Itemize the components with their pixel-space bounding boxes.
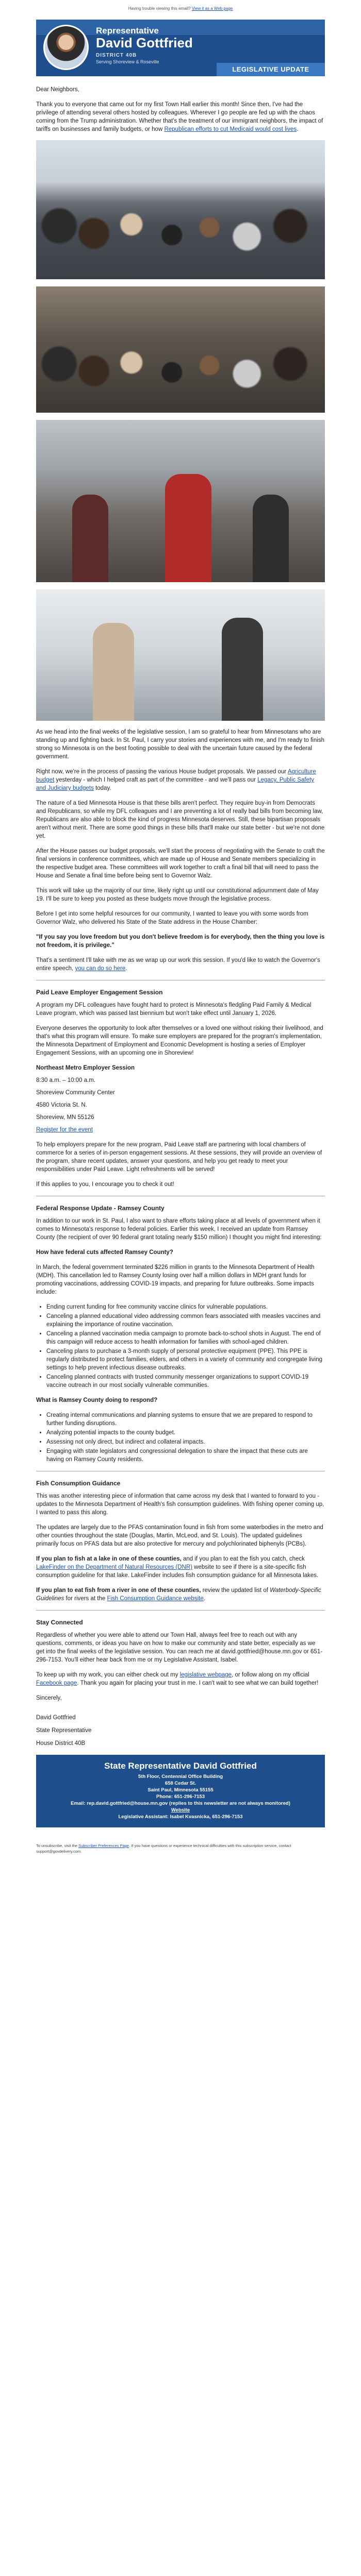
closing: Sincerely, xyxy=(36,1695,62,1701)
top-notice-text: Having trouble viewing this email? xyxy=(128,6,192,11)
footer-la: Legislative Assistant: Isabel Kvasnicka, 651-296-7153 xyxy=(118,1814,243,1820)
connected-text-a: To keep up with my work, you can either check out my xyxy=(36,1672,180,1678)
footer-line-1: 5th Floor, Centennial Office Building xyxy=(138,1774,223,1780)
tied-house-paragraph: The nature of a tied Minnesota House is that these bills aren't perfect. They require buy-in from Democrats and Republicans, so while my DFL colleagues and I are preventing a lot of really bad bills from becoming law, Republicans are also able to block the kind of progress Minnesota deserves. Still, these bipartisan proposals aren't without merit. There are some good things in these bills that'll make our state better - but we're not done yet. xyxy=(36,800,325,839)
greeting: Dear Neighbors, xyxy=(36,87,79,93)
walz-quote: "If you say you love freedom but you don't believe freedom is for everybody, then the thing you love is not freedom, it is privilege." xyxy=(36,934,325,948)
fish-p2: The updates are largely due to the PFAS contamination found in fish from some waterbodies in the metro and other counties throughout the state (Douglas, Martin, McLeod, and St. Louis). The updated guidelines primarily focus on PFAS data but are also protective for mercury and polychlorinated biphenyls (PCBs). xyxy=(36,1524,323,1547)
fish-river-bold: If you plan to eat fish from a river in one of these counties, xyxy=(36,1587,201,1594)
fish-river-text-b: for rivers at the xyxy=(64,1596,107,1602)
footer-line-3: Saint Paul, Minnesota 55155 xyxy=(147,1787,214,1793)
signature xyxy=(36,1694,325,1748)
timeline-paragraph: This work will take up the majority of our time, likely right up until our constitutional adjournment date of May 19. I'll be sure to keep you posted as these budgets move through the legislative process. xyxy=(36,888,319,902)
intro-text: Thank you to everyone that came out for my first Town Hall earlier this month! Since then, I've had the privilege of attending several others hosted by colleagues. Wherever I go people are fed up with the chaos coming from the Trump administration. Whether that's the treatment of our immigrant neighbors, the impact of tariffs on businesses and family budgets, or how xyxy=(36,101,323,132)
fish-river-text: review the updated list of xyxy=(201,1587,270,1594)
budget-text-a: Right now, we're in the process of passing the various House budget proposals. We passed our xyxy=(36,769,288,775)
medicaid-link[interactable]: Republican efforts to cut Medicaid would cost lives xyxy=(164,126,297,132)
connected-heading: Stay Connected xyxy=(36,1619,83,1626)
fish-p1: This was another interesting piece of information that came across my desk that I wanted to forward to you - updates to the Minnesota Department of Health's fish consumption guidelines. With fishing opener coming up, I wanted to pass this along. xyxy=(36,1493,324,1516)
legislative-update-ribbon: LEGISLATIVE UPDATE xyxy=(217,63,325,76)
audience-heads xyxy=(36,203,325,280)
town-hall-photo-3 xyxy=(36,420,325,582)
top-notice xyxy=(0,0,361,20)
federal-q1: How have federal cuts affected Ramsey County? xyxy=(36,1249,173,1256)
person-figure xyxy=(165,474,211,582)
footer-line-2: 658 Cedar St. xyxy=(165,1781,196,1786)
fish-p3 xyxy=(36,1555,325,1580)
person-figure xyxy=(253,495,289,582)
budget-text-c: today. xyxy=(93,785,111,791)
legal-notice xyxy=(36,1843,325,1854)
sig-name: David Gottfried xyxy=(36,1715,76,1721)
list-item: • Assessing not only direct, but indirect and collateral impacts. xyxy=(46,1438,325,1446)
legal-text: To unsubscribe, visit the xyxy=(36,1843,79,1848)
session-paragraph: As we head into the final weeks of the legislative session, I am so grateful to hear from Minnesotans who are standing up and fighting back. In St. Paul, I carry your stories and experiences with me, and I'm ready to finish strong so Minnesota is on the best footing possible to deal with the uncertain future caused by the federal government. xyxy=(36,729,324,760)
event-title: Northeast Metro Employer Session xyxy=(36,1065,135,1071)
list-item: • Canceling a planned vaccination media campaign to promote back-to-school shots in August. The end of this campaign will reduce access to health information for families with school-aged children. xyxy=(46,1330,325,1346)
intro-end: . xyxy=(297,126,299,132)
federal-p2: In March, the federal government terminated $226 million in grants to the Minnesota Department of Health (MDH). This cancellation led to Ramsey County losing over half a million dollars in MDH grant funds for promoting vaccinations, addressing COVID-19 impacts, and preparing for future outbreaks. Some impacts include: xyxy=(36,1264,315,1295)
impacts-list xyxy=(46,1303,325,1389)
footer-website-link[interactable]: Website xyxy=(171,1807,190,1813)
event-address-2: Shoreview, MN 55126 xyxy=(36,1114,94,1121)
paid-leave-p4: If this applies to you, I encourage you to check it out! xyxy=(36,1181,174,1188)
representative-photo xyxy=(43,25,89,70)
audience-heads xyxy=(36,343,325,413)
event-venue: Shoreview Community Center xyxy=(36,1090,115,1096)
list-item: • Ending current funding for free community vaccine clinics for vulnerable populations. xyxy=(46,1303,325,1311)
list-item: • Analyzing potential impacts to the county budget. xyxy=(46,1429,325,1437)
fish-lake-bold: If you plan to fish at a lake in one of these counties, xyxy=(36,1556,182,1562)
fish-lake-text: and if you plan to eat the fish you catch, check xyxy=(181,1556,305,1562)
facebook-link[interactable]: Facebook page xyxy=(36,1680,77,1686)
federal-heading: Federal Response Update - Ramsey County xyxy=(36,1205,165,1212)
paid-leave-p3: To help employers prepare for the new program, Paid Leave staff are partnering with local chambers of commerce for a series of in-person engagement sessions. At these sessions, they will provide an overview of the program, share recent updates, answer your questions, and help you get ready to meet your responsibilities under Paid Leave. Light refreshments will be served! xyxy=(36,1142,322,1173)
list-item: • Engaging with state legislators and congressional delegation to share the impact that these cuts are having on Ramsey County residents. xyxy=(46,1447,325,1464)
conference-paragraph: After the House passes our budget proposals, we'll start the process of negotiating with the Senate to craft the final versions in conference committees, which are made up of House and Senate members specializing in the respective budget area. These committees will work together to craft a final bill that will need to pass the House and Senate a final time before being sent to Governor Walz. xyxy=(36,848,325,879)
newsletter-content xyxy=(36,76,325,1748)
event-time: 8:30 a.m. – 10:00 a.m. xyxy=(36,1077,96,1083)
paid-leave-p2: Everyone deserves the opportunity to look after themselves or a loved one without risking their livelihood, and that's what this program will ensure. To make sure employers are prepared for the program's implementation, the Minnesota Department of Employment and Economic Development is hosting a series of Employer Engagement Sessions, with an upcoming one in Shoreview! xyxy=(36,1025,323,1056)
legal-text-2: . If you have questions or experience technical difficulties with this subscription service, contact support@govdelivery.com. xyxy=(36,1843,291,1854)
sig-title: State Representative xyxy=(36,1727,92,1734)
list-item: • Creating internal communications and planning systems to ensure that we are prepared to respond to further funding disruptions. xyxy=(46,1411,325,1428)
email-body xyxy=(36,20,325,1854)
banner-serving: Serving Shoreview & Roseville xyxy=(96,59,159,64)
header-banner xyxy=(36,20,325,76)
intro-paragraph xyxy=(36,100,325,133)
budget-paragraph xyxy=(36,768,325,792)
connected-p1: Regardless of whether you were able to attend our Town Hall, always feel free to reach out with any questions, comments, or ideas you have on how to make our community and state better, especially as we get into the final weeks of the legislative session. You can reach me at david.gottfried@house.mn.gov or 651-296-7153. You'll either hear back from me or my Legislative Assistant, Isabel. xyxy=(36,1632,323,1663)
responses-list xyxy=(46,1411,325,1464)
divider xyxy=(36,1610,325,1611)
budget-text-b: yesterday - which I helped craft as part of the committee - and we'll pass our xyxy=(54,777,258,783)
fish-guidance-link[interactable]: Fish Consumption Guidance website xyxy=(107,1596,204,1602)
banner-rep-label: Representative xyxy=(96,26,159,36)
sig-district: House District 40B xyxy=(36,1740,86,1747)
footer-contact xyxy=(36,1755,325,1827)
legislative-webpage-link[interactable]: legislative webpage xyxy=(179,1672,232,1678)
speech-text: That's a sentiment I'll take with me as we wrap up our work this session. If you'd like to watch the Governor's entire speech, xyxy=(36,957,320,972)
subscriber-preferences-link[interactable]: Subscriber Preferences Page xyxy=(78,1843,129,1848)
list-item: • Canceling a planned educational video addressing common fears associated with measles vaccines and explaining the importance of routine vaccination. xyxy=(46,1312,325,1329)
speech-link[interactable]: you can do so here xyxy=(75,965,126,972)
paid-leave-heading: Paid Leave Employer Engagement Session xyxy=(36,989,163,996)
legacy-budgets-link[interactable]: Legacy, Public Safety and Judiciary budgets xyxy=(36,777,314,791)
paid-leave-p1: A program my DFL colleagues have fought hard to protect is Minnesota's fledgling Paid Family & Medical Leave program, which was passed last biennium but won't take effect until January 1, 2026. xyxy=(36,1002,311,1016)
banner-district: DISTRICT 40B xyxy=(96,53,137,58)
fish-river-em: Waterbody-Specific Guidelines xyxy=(36,1587,321,1602)
list-item: • Canceling planned contracts with trusted community messenger organizations to support COVID-19 vaccine outreach in our most socially vulnerable communities. xyxy=(46,1373,325,1389)
fish-river-end: . xyxy=(203,1596,205,1602)
list-item: • Canceling plans to purchase a 3-month supply of personal protective equipment (PPE). This PPE is regularly distributed to protect families, elders, and others in a variety of community and congregate living settings to help prevent infectious disease outbreaks. xyxy=(46,1347,325,1372)
town-hall-photo-1 xyxy=(36,140,325,279)
view-as-webpage-link[interactable]: View it as a Web page xyxy=(191,6,233,11)
person-figure xyxy=(222,618,263,721)
town-hall-photo-2 xyxy=(36,286,325,413)
footer-phone: Phone: 651-296-7153 xyxy=(156,1794,205,1800)
speech-paragraph xyxy=(36,956,325,973)
connected-text-b: , or follow along on my official xyxy=(232,1672,309,1678)
banner-name: David Gottfried xyxy=(96,35,193,50)
footer-email: Email: rep.david.gottfried@house.mn.gov (replies to this newsletter are not always monitored) xyxy=(71,1801,290,1806)
register-link[interactable]: Register for the event xyxy=(36,1127,93,1133)
connected-text-c: . Thank you again for placing your trust in me. I can't wait to see what we can build together! xyxy=(77,1680,319,1686)
agriculture-budget-link[interactable]: Agriculture budget xyxy=(36,769,316,783)
person-figure xyxy=(93,623,134,721)
walz-intro-paragraph: Before I get into some helpful resources for our community, I wanted to leave you with some words from Governor Walz, who delivered his State of the State address in the House Chamber: xyxy=(36,911,308,925)
fish-heading: Fish Consumption Guidance xyxy=(36,1480,121,1487)
speech-end: . xyxy=(125,965,127,972)
event-address-1: 4580 Victoria St. N. xyxy=(36,1102,87,1108)
person-figure xyxy=(72,495,108,582)
federal-p1: In addition to our work in St. Paul, I also want to share efforts taking place at all levels of government when it comes to Minnesota's response to federal policies. Earlier this week, I received an update from Ramsey County (the recipient of over 90 federal grant totaling nearly $150 million) I thought you might find interesting: xyxy=(36,1218,322,1241)
event-details xyxy=(36,1064,325,1134)
federal-q2: What is Ramsey County doing to respond? xyxy=(36,1397,158,1403)
town-hall-photo-4 xyxy=(36,589,325,721)
fish-lake-end: website to see if there is a site-specific fish consumption guideline for that lake. LakeFinder includes fish consumption guidance for all Minnesota lakes. xyxy=(36,1564,319,1579)
fish-p4 xyxy=(36,1586,325,1603)
lakefinder-link[interactable]: LakeFinder on the Department of Natural Resources (DNR) xyxy=(36,1564,192,1570)
connected-p2 xyxy=(36,1671,325,1687)
footer-title: State Representative David Gottfried xyxy=(104,1761,257,1771)
